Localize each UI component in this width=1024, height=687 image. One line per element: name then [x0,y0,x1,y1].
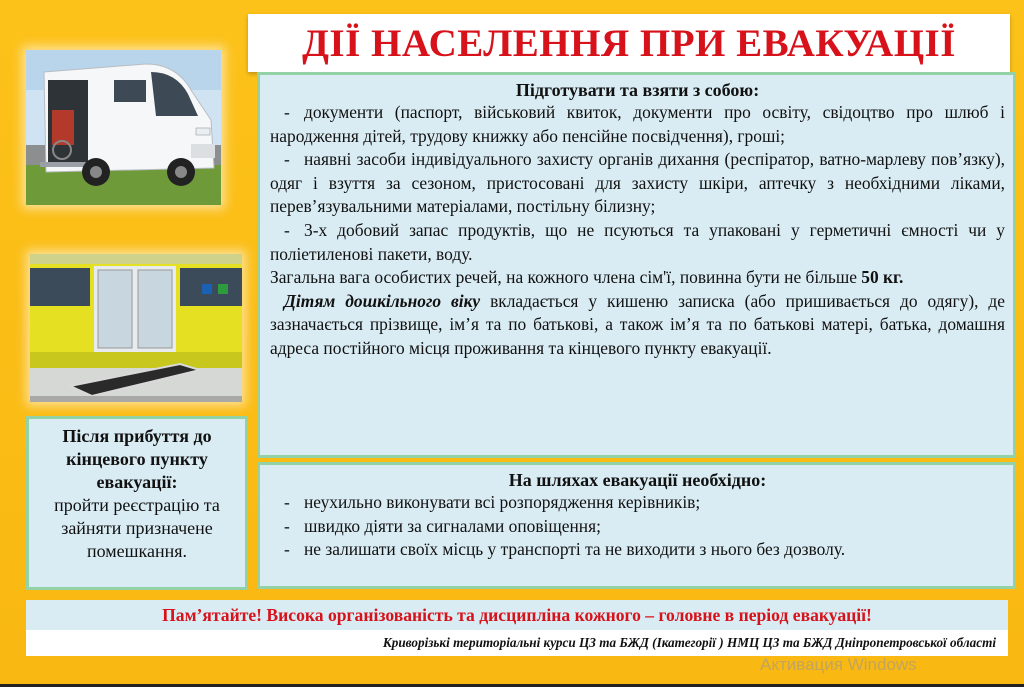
route-panel [257,462,1016,589]
credit-band [26,630,1008,656]
route-item [270,491,1005,515]
item-text: швидко діяти за сигналами оповіщення; [304,515,601,536]
bullet-marker: - [284,219,290,240]
reminder-band [26,600,1008,630]
route-item [270,515,1005,539]
bullet-marker: - [284,149,290,170]
accessible-minibus-photo [26,50,221,205]
credit-text: Криворізькі територіальні курси ЦЗ та БЖД (Ікатегорії ) НМЦ ЦЗ та БЖД Дніпропетровської області [382,635,996,650]
bullet-marker: - [284,492,290,512]
arrival-panel [26,416,248,590]
preparation-panel [257,72,1016,458]
children-text: вкладається у кишеню записка (або пришивається до одягу), де зазначається прізвище, ім’я та по батькові, а також ім’я та по батькові матері, батька, домашня адреса постійного місця проживання та кінцевого пункту евакуації. [270,290,1005,358]
arrival-text: пройти реєстрацію та зайняти призначене помешкання. [54,495,220,561]
bullet-marker: - [284,102,290,122]
item-text: не залишати своїх місць у транспорті та не виходити з нього без дозволу. [304,539,846,560]
children-lead: Дітям дошкільного віку [284,290,481,311]
item-text: документи (паспорт, військовий квиток, документи про освіту, свідоцтво про шлюб і народження дітей, трудову книжку або пенсійне посвідчення), гроші; [270,102,1005,146]
preparation-item-protection [270,148,1005,219]
title-banner [248,14,1010,72]
item-text: 3-х добовий запас продуктів, що не псуються та упаковані у герметичні ємності чи у поліетиленові пакети, воду. [270,219,1005,264]
windows-activation-watermark: Активация Windows [760,655,917,674]
weight-limit-text [270,266,1005,290]
bus-ramp-photo [30,254,242,402]
weight-text: Загальна вага особистих речей, на кожного члена сім'ї, повинна бути не більше [270,267,857,288]
preparation-item-food [270,219,1005,266]
arrival-heading: Після прибуття до кінцевого пункту евакуації: [62,426,212,492]
route-heading: На шляхах евакуації необхідно: [508,470,767,490]
weight-value: 50 кг. [861,267,904,288]
bullet-marker: - [284,539,290,560]
route-item [270,538,1005,562]
preparation-item-documents [270,101,1005,148]
item-text: неухильно виконувати всі розпорядження керівників; [304,492,701,512]
reminder-text: Пам’ятайте! Висока організованість та дисципліна кожного – головне в період евакуації! [162,604,872,625]
bullet-marker: - [284,515,290,536]
page-title: ДІЇ НАСЕЛЕННЯ ПРИ ЕВАКУАЦІЇ [302,21,956,65]
item-text: наявні засоби індивідуального захисту органів дихання (респіратор, ватно-марлеву пов’язку), одяг і взуття за сезоном, пристосовані для захисту шкіри, аптечку з необхідними ліками, перев’язувальними матеріалами, постільну білизну; [270,149,1005,217]
preparation-heading: Підготувати та взяти з собою: [515,80,760,100]
children-note [270,290,1005,361]
